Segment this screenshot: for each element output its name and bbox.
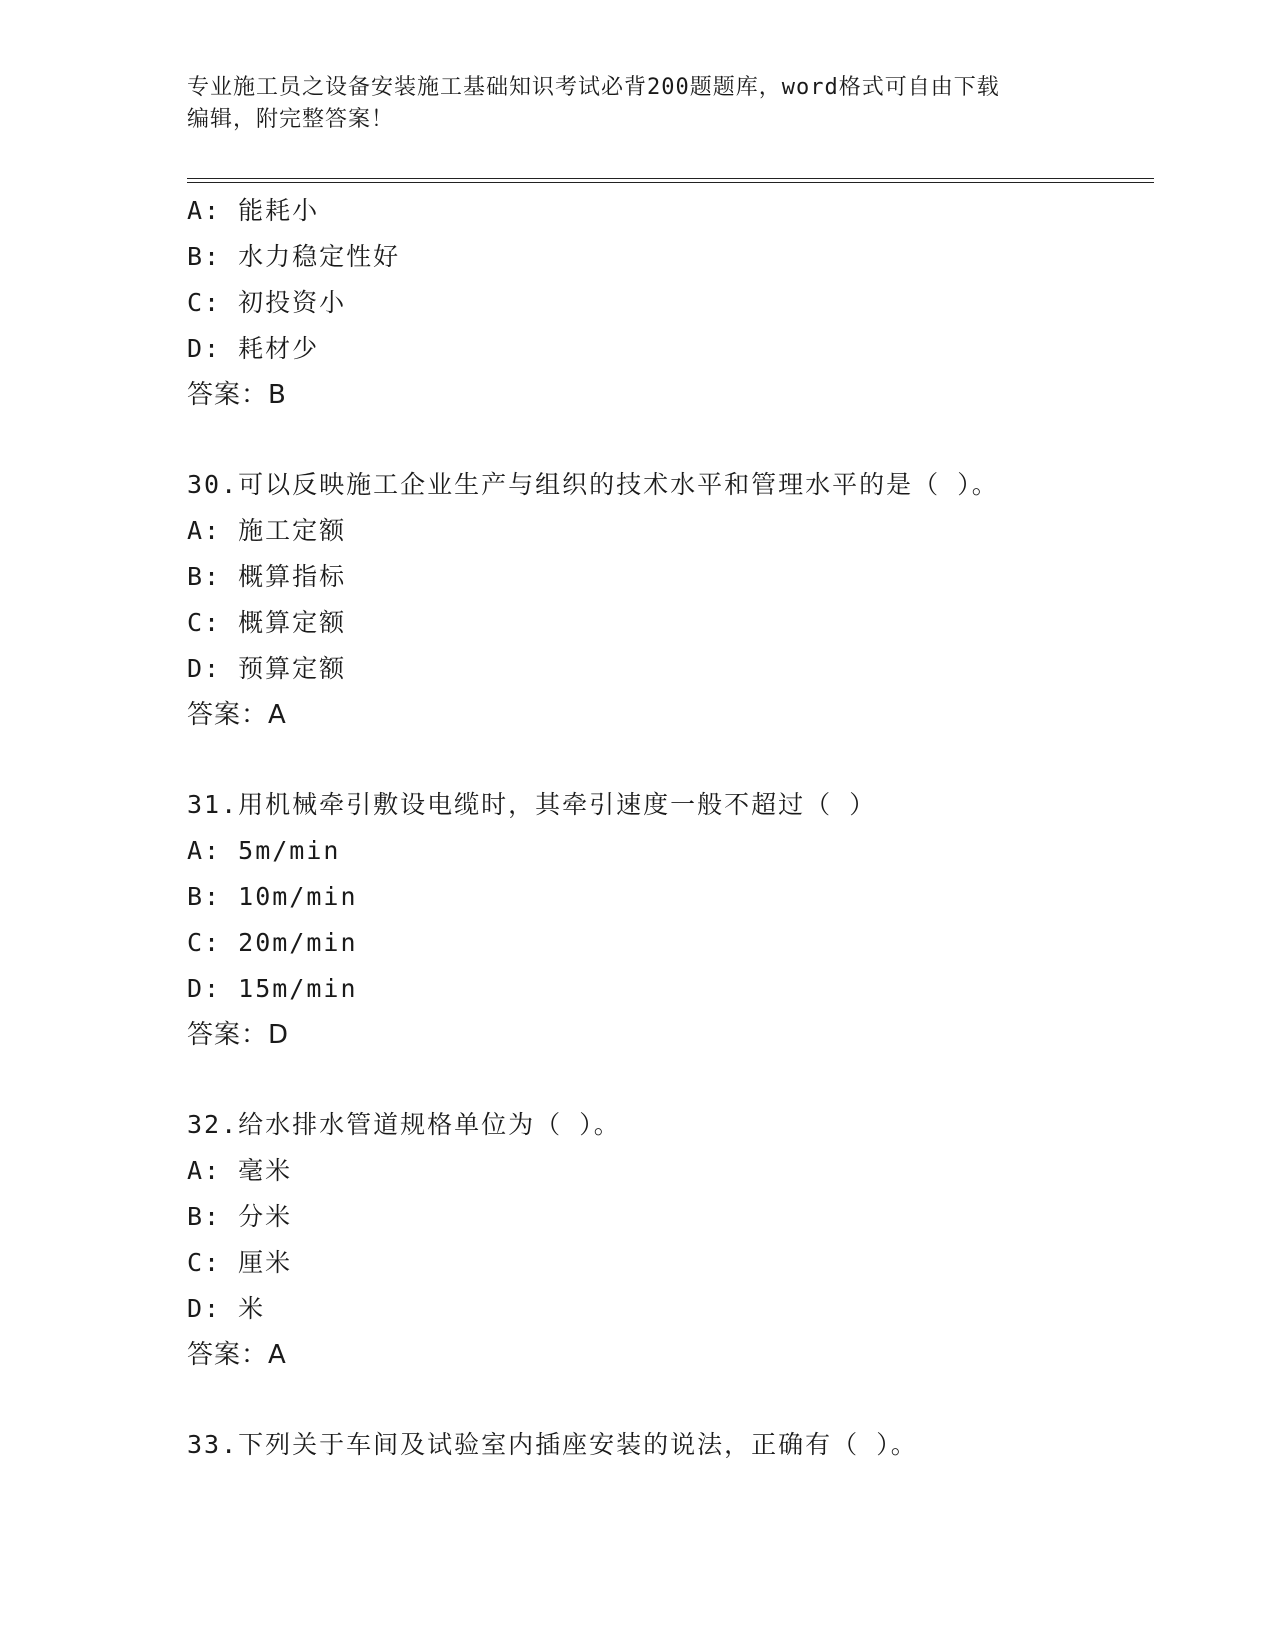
option-c: C: 概算定额 [187,608,347,637]
option-c: C: 初投资小 [187,288,347,317]
question-33 [187,1422,1147,1468]
option-d: D: 预算定额 [187,654,347,683]
answer: 答案：A [187,1340,287,1370]
option-a: A: 5m/min [187,836,341,865]
question-31 [187,782,1147,1058]
option-a: A: 施工定额 [187,516,347,545]
option-c: C: 厘米 [187,1248,293,1277]
question-list [187,188,1147,1468]
answer: 答案：D [187,1020,290,1050]
option-a: A: 能耗小 [187,196,320,225]
header-line-1: 专业施工员之设备安装施工基础知识考试必背200题题库，word格式可自由下载 [187,75,1000,100]
option-b: B: 水力稳定性好 [187,242,401,271]
option-b: B: 概算指标 [187,562,347,591]
question-30 [187,462,1147,738]
spacer [187,738,1147,782]
option-b: B: 分米 [187,1202,293,1231]
document-header [187,72,1087,136]
option-b: B: 10m/min [187,882,358,911]
option-c: C: 20m/min [187,928,358,957]
header-line-2: 编辑，附完整答案！ [187,107,395,132]
question-stem: 32.给水排水管道规格单位为（ ）。 [187,1110,621,1139]
option-d: D: 米 [187,1294,266,1323]
header-rule-top [187,178,1154,179]
spacer [187,1058,1147,1102]
question-32 [187,1102,1147,1378]
question-stem: 33.下列关于车间及试验室内插座安装的说法，正确有（ ）。 [187,1430,918,1459]
option-d: D: 耗材少 [187,334,320,363]
spacer [187,418,1147,462]
option-d: D: 15m/min [187,974,358,1003]
question-stem: 31.用机械牵引敷设电缆时，其牵引速度一般不超过（ ） [187,790,877,819]
answer: 答案：B [187,380,287,410]
question-29 [187,188,1147,418]
option-a: A: 毫米 [187,1156,293,1185]
spacer [187,1378,1147,1422]
question-stem: 30.可以反映施工企业生产与组织的技术水平和管理水平的是（ ）。 [187,470,999,499]
header-rule-bottom [187,182,1154,183]
answer: 答案：A [187,700,287,730]
